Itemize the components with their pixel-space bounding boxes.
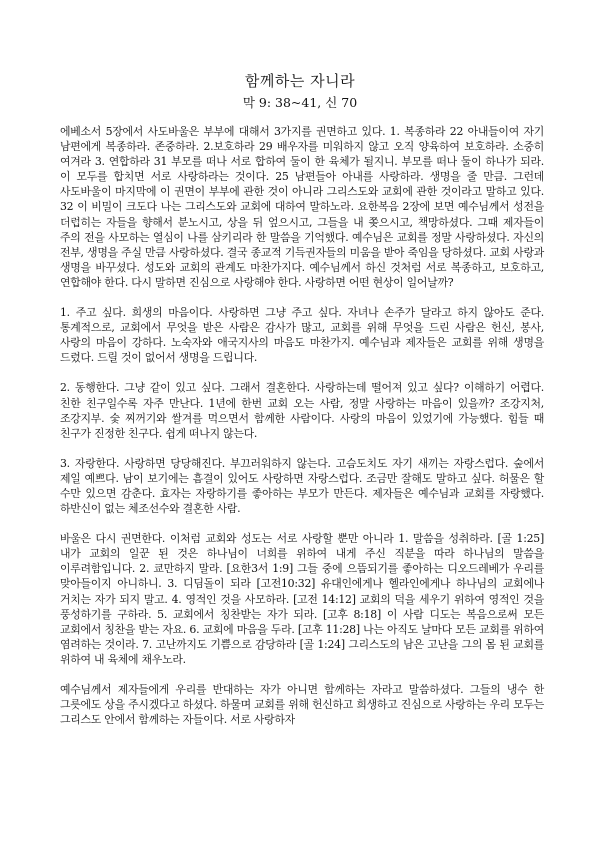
paragraph-point-2: 2. 동행한다. 그냥 같이 있고 싶다. 그래서 결혼한다. 사랑하는데 떨어져 있고 싶다? 이해하기 어렵다. 친한 친구일수록 자주 만난다. 1년에 한번 교회 오는 사람, 정말 사랑하는 마음이 있을까? 조강지처, 조강지부. 숯 찌꺼기와 쌀겨를 먹으면서 함께한 사람이다. 사랑의 마음이 있었기에 가능했다. 힘들 때 친구가 진정한 친구다. 쉽게 떠나지 않는다. [60, 381, 544, 440]
scripture-reference: 막 9: 38~41, 신 70 [242, 95, 358, 110]
paragraph-exhortation: 바울은 다시 권면한다. 이처럼 교회와 성도는 서로 사랑할 뿐만 아니라 1. 말씀을 성취하라. [골 1:25] 내가 교회의 일꾼 된 것은 하나님이 너희를 위하여 내게 주신 직분을 따라 하나님의 말씀을 이루려함입니다. 2. 쿄만하지 말라. [요한3서 1:9] 그들 중에 으뜸되기를 좋아하는 디오드레베가 우리를 맞아들이지 아니하니. 3. 디딤돌이 되라 [고전10:32] 유대인에게나 헬라인에게나 하나님의 교회에나 거치는 자가 되지 말고. 4. 영적인 것을 사모하라. [고전 14:12] 교회의 덕을 세우기 위하여 영적인 것을 풍성하기를 구하라. 5. 교회에서 칭찬받는 자가 되라. [고후 8:18] 이 사람 디도는 복음으로써 모든 교회에서 칭찬을 받는 자요. 6. 교회에 마음을 두라. [고후 11:28] 나는 아직도 날마다 모든 교회를 위하여 염려하는 것이라. 7. 고난까지도 기쁨으로 감당하라 [골 1:24] 그리스도의 남은 고난을 그의 몸 된 교회를 위하여 내 육체에 채우노라. [60, 532, 544, 666]
paragraph-point-3: 3. 자랑한다. 사랑하면 당당해진다. 부끄러워하지 않는다. 고슴도치도 자기 새끼는 자랑스럽다. 숲에서 제일 예쁘다. 남이 보기에는 흠결이 있어도 사랑하면 자랑스럽다. 조금만 잘해도 말하고 싶다. 허물은 할 수만 있으면 감춘다. 효자는 자랑하기를 좋아하는 부모가 만든다. 제자들은 예수님과 교회를 자랑했다. 하반신이 없는 체조선수와 결혼한 사람. [60, 456, 544, 516]
paragraph-intro: 에베소서 5장에서 사도바울은 부부에 대해서 3가지를 권면하고 있다. 1. 복종하라 22 아내들이여 자기 남편에게 복종하라. 존중하라. 2.보호하라 29 배우자를 미워하지 않고 오직 양육하여 보호하라. 소중히 여겨라 3. 연합하라 31 부모를 떠나 서로 합하여 둘이 한 육체가 될지니. 부모를 떠나 둘이 하나가 되라. 이 모두를 합치면 서로 사랑하라는 것이다. 25 남편들아 아내를 사랑하라. 생명을 줄 만큼. 그런데 사도바울이 마지막에 이 권면이 부부에 관한 것이 아니라 그리스도와 교회에 관한 것이라고 말하고 있다. 32 이 비밀이 크도다 나는 그리스도와 교회에 대하여 말하노라. 요한복음 2장에 보면 예수님께서 성전을 더럽히는 자들을 향해서 분노시고, 상을 뒤 엎으시고, 그들을 내 쫒으시고, 책망하셨다. 그때 제자들이 주의 전을 사모하는 열심이 나를 삼키리라 한 말씀을 기억했다. 예수님은 교회를 정말 사랑하셨다. 자신의 전부, 생명을 주실 만큼 사랑하셨다. 결국 종교적 기득권자들의 미움을 받아 죽임을 당하셨다. 교회 사랑과 생명을 바꾸셨다. 성도와 교회의 관계도 마찬가지다. 예수님께서 하신 것처럼 서로 복종하고, 보호하고, 연합해야 한다. 다시 말하면 진심으로 사랑해야 한다. 사랑하면 어떤 현상이 일어날까? [60, 125, 544, 289]
sermon-title: 함께하는 자니라 [244, 72, 356, 90]
paragraph-point-1: 1. 주고 싶다. 희생의 마음이다. 사랑하면 그냥 주고 싶다. 자녀나 손주가 달라고 하지 않아도 준다. 통계적으로, 교회에서 무엇을 받은 사람은 감사가 많고, 교회를 위해 무엇을 드린 사람은 헌신, 봉사, 사랑의 마음이 강하다. 노숙자와 애국지사의 마음도 마찬가지. 예수님과 제자들은 교회를 위해 생명을 드렸다. 드릴 것이 없어서 생명을 드립니다. [60, 306, 544, 365]
paragraph-conclusion: 예수님께서 제자들에게 우리를 반대하는 자가 아니면 함께하는 자라고 말씀하셨다. 그들의 냉수 한 그릇에도 상을 주시겠다고 하셨다. 하물며 교회를 위해 헌신하고 희생하고 진심으로 사랑하는 우리 모두는 그리스도 안에서 함께하는 자들이다. 서로 사랑하자 [60, 683, 544, 727]
sermon-body [60, 124, 544, 727]
